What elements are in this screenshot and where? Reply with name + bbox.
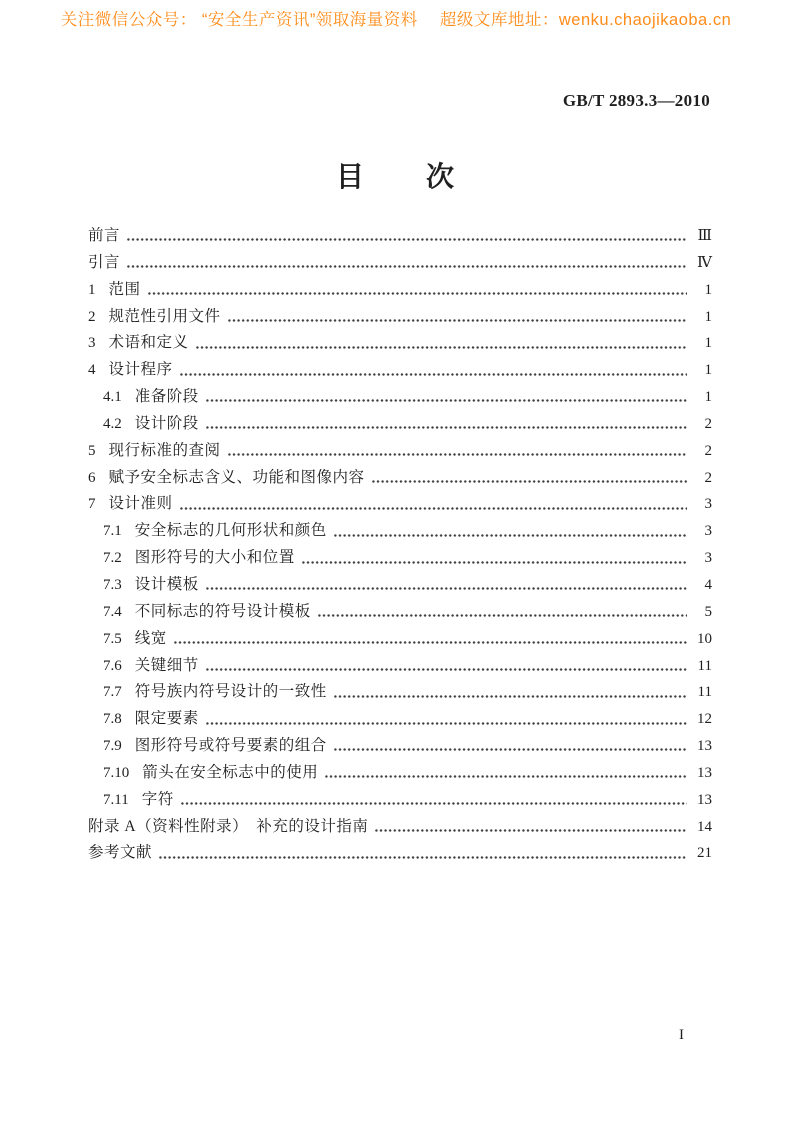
dot-leader xyxy=(334,534,687,537)
toc-entry-number: 7.11 xyxy=(103,791,129,808)
toc-entry-label: 限定要素 xyxy=(134,710,199,728)
toc-entry-label: 线宽 xyxy=(134,629,167,647)
toc-entry-label: 附录 A（资料性附录） 补充的设计指南 xyxy=(88,817,369,835)
dot-leader xyxy=(174,641,687,644)
toc-entry xyxy=(88,357,712,384)
dot-leader xyxy=(228,453,687,456)
toc-entry xyxy=(88,626,712,653)
toc-entry xyxy=(88,814,712,841)
toc-entry-page: Ⅲ xyxy=(697,228,712,244)
toc-entry-number: 7.10 xyxy=(103,764,130,781)
toc-entry-page: 4 xyxy=(704,576,712,593)
toc-entry xyxy=(88,572,712,599)
toc-entry-label: 符号族内符号设计的一致性 xyxy=(134,683,327,701)
toc-entry xyxy=(88,653,712,680)
dot-leader xyxy=(334,695,687,698)
dot-leader xyxy=(206,426,687,429)
dot-leader xyxy=(159,856,687,859)
toc-entry xyxy=(88,787,712,814)
toc-entry-label: 术语和定义 xyxy=(108,334,189,352)
toc-entry-page: 13 xyxy=(697,791,712,808)
toc-entry xyxy=(88,599,712,626)
dot-leader xyxy=(375,829,687,832)
dot-leader xyxy=(318,614,687,617)
dot-leader xyxy=(206,722,687,725)
toc-entry-page: 1 xyxy=(704,335,712,352)
toc-entry-label: 字符 xyxy=(141,790,174,808)
toc-entry xyxy=(88,411,712,438)
dot-leader xyxy=(372,480,687,483)
toc-entry xyxy=(88,733,712,760)
dot-leader xyxy=(206,668,687,671)
dot-leader xyxy=(180,373,687,376)
toc-entry-page: 2 xyxy=(704,442,712,459)
promo-watermark-text: 关注微信公众号： “安全生产资讯”领取海量资料 超级文库地址：wenku.chaojikaoba.cn xyxy=(60,11,732,29)
toc-entry xyxy=(88,760,712,787)
dot-leader xyxy=(206,399,687,402)
toc-entry-number: 4.2 xyxy=(103,415,122,432)
toc-entry xyxy=(88,465,712,492)
toc-entry-number: 4.1 xyxy=(103,389,122,406)
toc-entry xyxy=(88,706,712,733)
toc-entry-label: 规范性引用文件 xyxy=(108,307,221,325)
toc-entry xyxy=(88,679,712,706)
toc-entry-label: 前言 xyxy=(88,227,121,244)
toc-entry-number: 7.8 xyxy=(103,711,122,728)
toc-entry xyxy=(88,277,712,304)
toc-entry-label: 图形符号的大小和位置 xyxy=(134,549,295,567)
dot-leader xyxy=(334,748,687,751)
toc-entry xyxy=(88,545,712,572)
toc-entry xyxy=(88,250,712,277)
toc-entry-page: 1 xyxy=(704,281,712,298)
toc-entry-label: 范围 xyxy=(108,280,141,298)
dot-leader xyxy=(325,775,687,778)
standard-number: GB/T 2893.3—2010 xyxy=(562,91,710,110)
toc-entry-page: 13 xyxy=(697,738,712,755)
toc-entry-page: 3 xyxy=(704,496,712,513)
toc-entry-number: 7 xyxy=(88,496,96,513)
table-of-contents xyxy=(88,223,712,867)
page-folio: I xyxy=(679,1027,685,1043)
toc-entry-number: 7.5 xyxy=(103,630,122,647)
toc-entry-label: 关键细节 xyxy=(134,656,199,674)
toc-entry-label: 设计模板 xyxy=(134,575,199,593)
toc-entry-number: 6 xyxy=(88,469,96,486)
toc-entry-page: 13 xyxy=(697,764,712,781)
toc-entry xyxy=(88,304,712,331)
toc-entry-number: 5 xyxy=(88,442,96,459)
toc-entry xyxy=(88,518,712,545)
toc-entry-label: 准备阶段 xyxy=(134,388,199,406)
toc-entry-label: 参考文献 xyxy=(88,844,153,862)
toc-entry-number: 1 xyxy=(88,281,96,298)
toc-entry-page: 11 xyxy=(697,657,712,674)
toc-entry-number: 2 xyxy=(88,308,96,325)
toc-entry-label: 箭头在安全标志中的使用 xyxy=(142,763,319,781)
toc-entry-page: 12 xyxy=(697,711,712,728)
dot-leader xyxy=(206,587,687,590)
toc-entry-number: 7.4 xyxy=(103,603,122,620)
toc-entry-label: 设计阶段 xyxy=(134,414,199,432)
toc-entry-page: 14 xyxy=(697,818,712,835)
toc-entry-number: 4 xyxy=(88,362,96,379)
dot-leader xyxy=(127,238,687,241)
toc-entry-number: 7.9 xyxy=(103,738,122,755)
toc-entry-number: 7.3 xyxy=(103,576,122,593)
toc-entry-page: 5 xyxy=(704,603,712,620)
toc-entry-label: 不同标志的符号设计模板 xyxy=(134,602,311,620)
toc-entry-page: 1 xyxy=(704,362,712,379)
toc-entry-page: 3 xyxy=(704,523,712,540)
toc-entry-page: 2 xyxy=(704,469,712,486)
dot-leader xyxy=(302,561,687,564)
toc-entry-page: Ⅳ xyxy=(697,254,712,271)
toc-entry-number: 3 xyxy=(88,335,96,352)
toc-entry xyxy=(88,491,712,518)
page-title: 目 次 xyxy=(335,162,456,193)
toc-entry-number: 7.7 xyxy=(103,684,122,701)
dot-leader xyxy=(181,802,687,805)
toc-entry xyxy=(88,330,712,357)
dot-leader xyxy=(228,319,687,322)
toc-entry xyxy=(88,840,712,867)
toc-entry xyxy=(88,223,712,250)
toc-entry-page: 1 xyxy=(704,308,712,325)
toc-entry-label: 图形符号或符号要素的组合 xyxy=(134,737,327,755)
toc-entry-label: 安全标志的几何形状和颜色 xyxy=(134,522,327,540)
dot-leader xyxy=(196,346,687,349)
toc-entry-label: 设计准则 xyxy=(108,495,173,513)
toc-entry-number: 7.2 xyxy=(103,550,122,567)
toc-entry-page: 10 xyxy=(697,630,712,647)
dot-leader xyxy=(148,292,687,295)
toc-entry xyxy=(88,384,712,411)
toc-entry-page: 1 xyxy=(704,389,712,406)
toc-entry-page: 2 xyxy=(704,415,712,432)
toc-entry-label: 设计程序 xyxy=(108,361,173,379)
toc-entry-number: 7.6 xyxy=(103,657,122,674)
toc-entry-label: 现行标准的查阅 xyxy=(108,441,221,459)
toc-entry-page: 11 xyxy=(697,684,712,701)
toc-entry-label: 引言 xyxy=(88,253,121,271)
toc-entry-page: 21 xyxy=(697,845,712,862)
dot-leader xyxy=(180,507,687,510)
toc-entry-number: 7.1 xyxy=(103,523,122,540)
toc-entry-label: 赋予安全标志含义、功能和图像内容 xyxy=(108,468,365,486)
dot-leader xyxy=(127,265,687,268)
toc-entry xyxy=(88,438,712,465)
toc-entry-page: 3 xyxy=(704,550,712,567)
